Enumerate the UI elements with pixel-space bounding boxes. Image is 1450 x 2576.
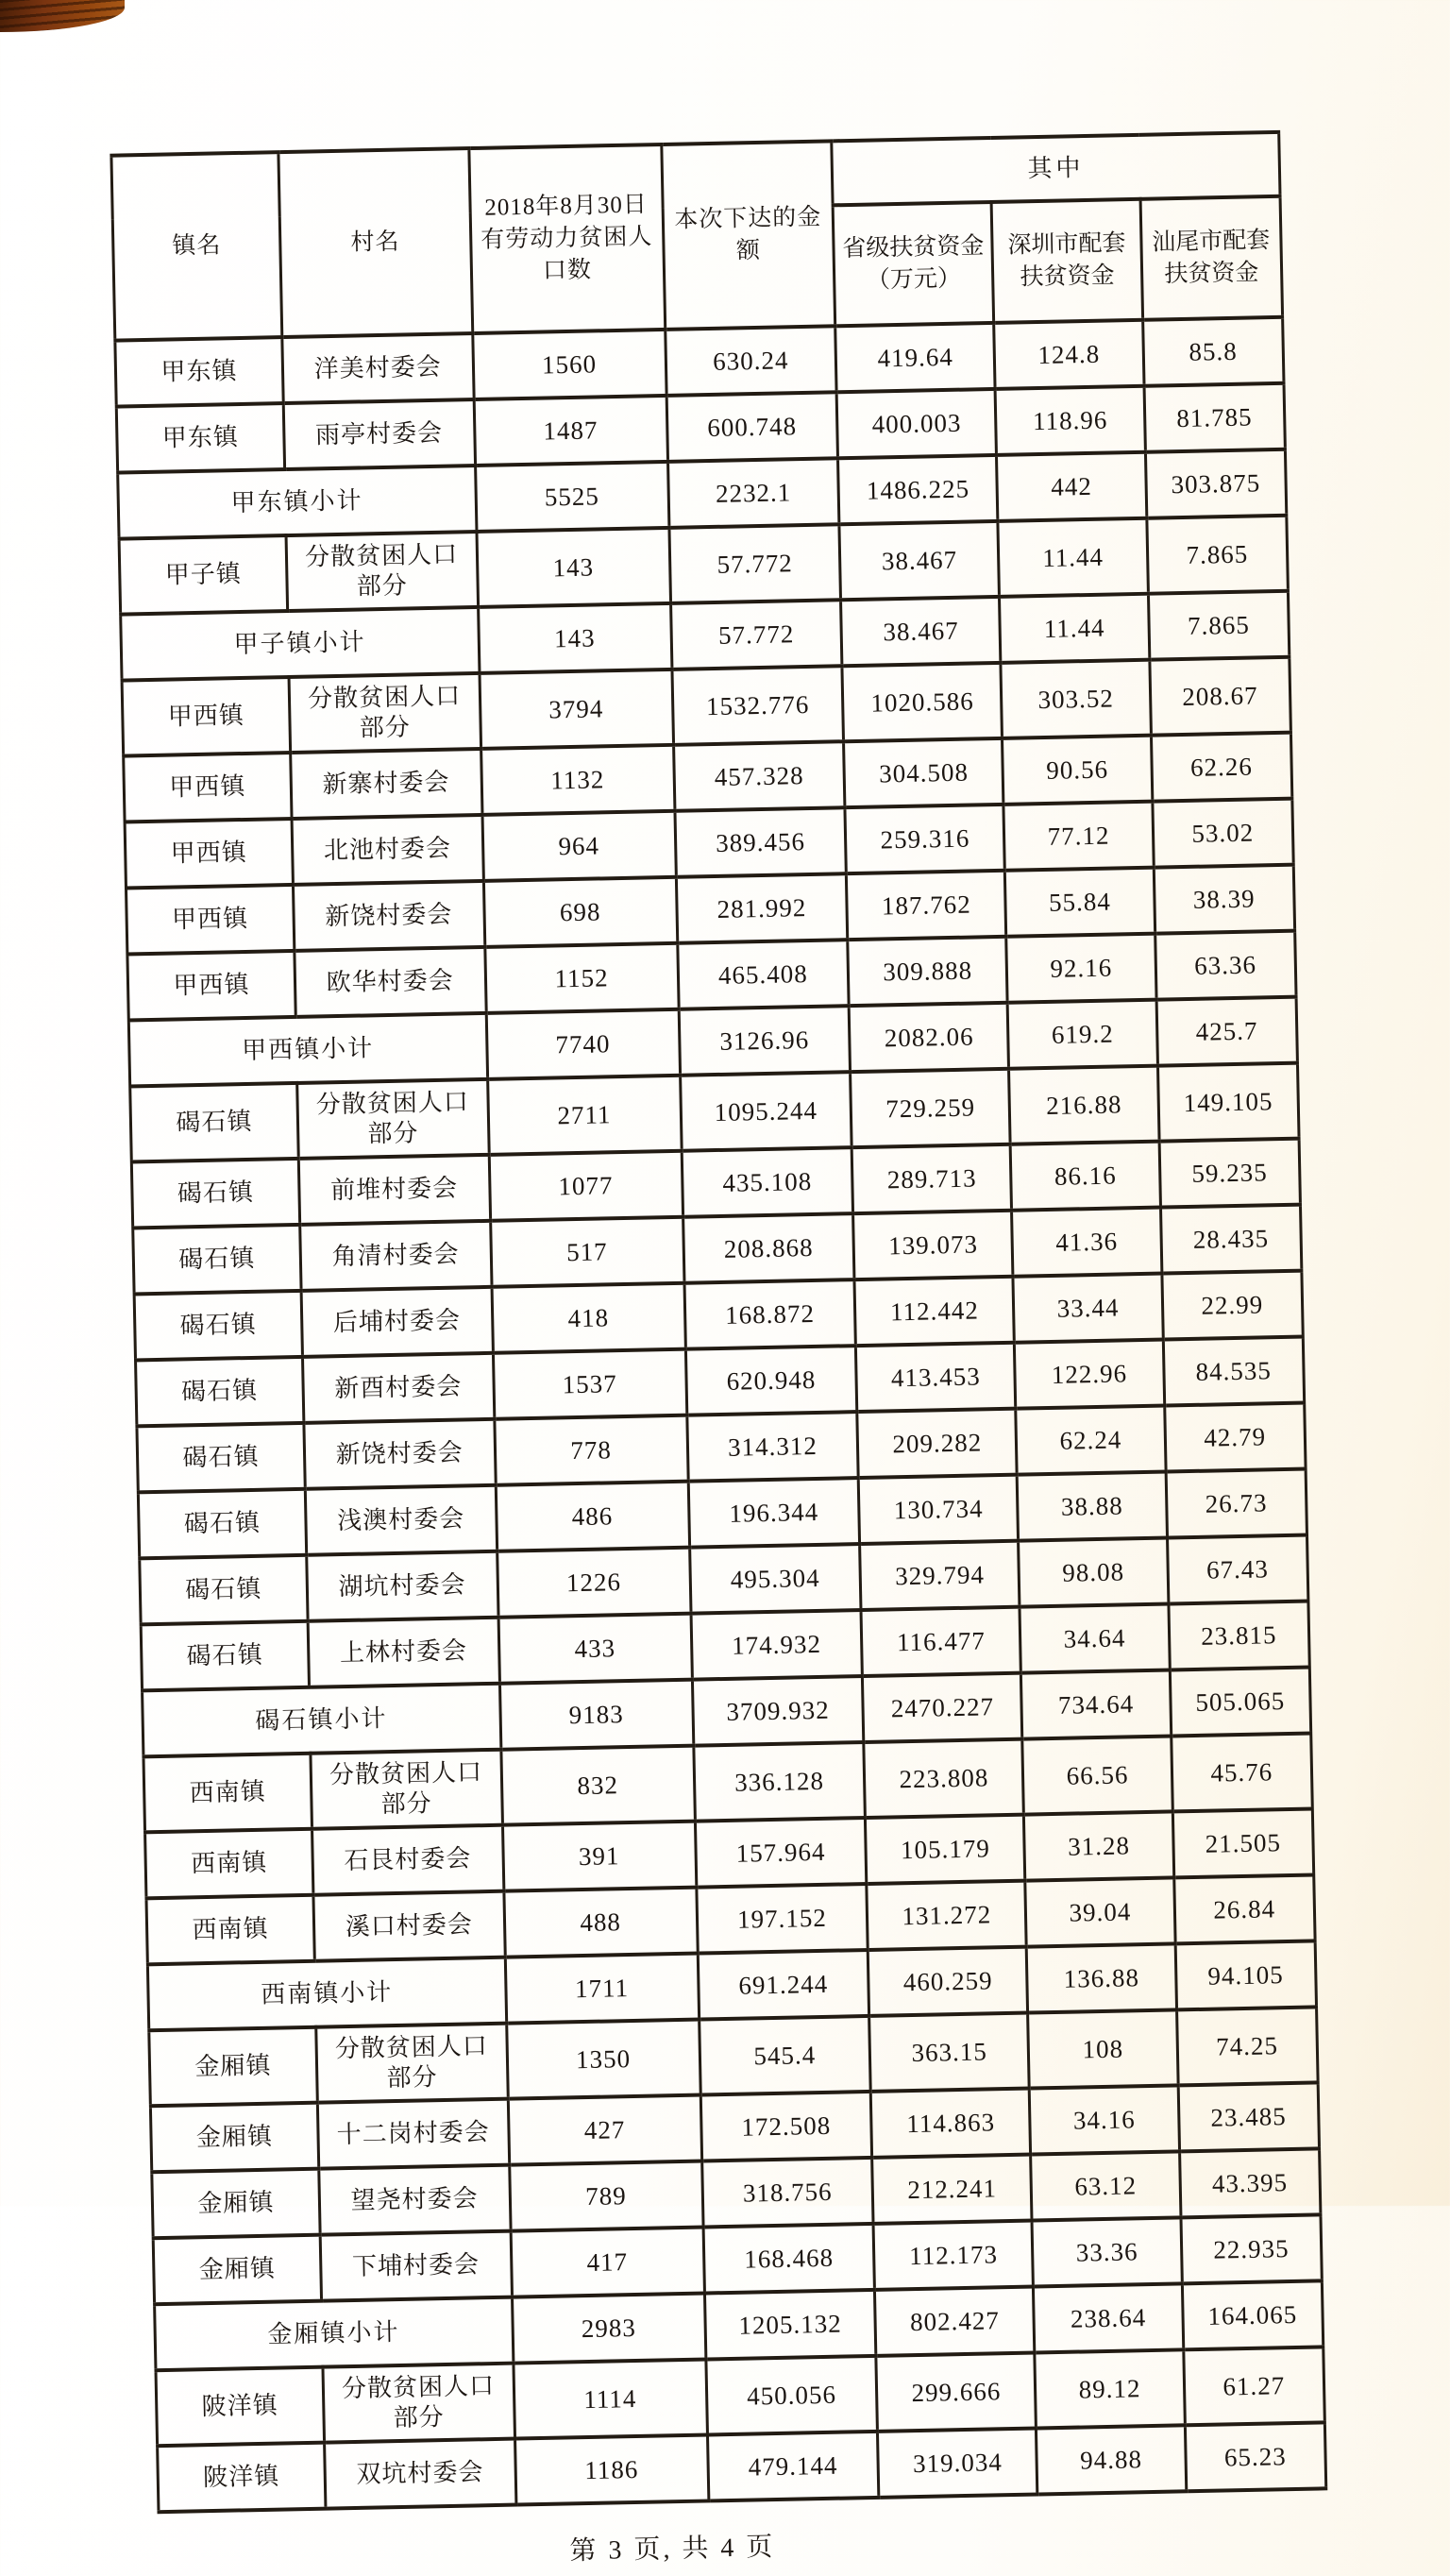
population-cell: 1711 <box>505 1954 699 2024</box>
shanwei-fund-cell: 7.865 <box>1146 516 1288 594</box>
provincial-fund-cell: 304.508 <box>844 738 1004 807</box>
shanwei-fund-cell: 303.875 <box>1145 449 1287 518</box>
population-cell: 143 <box>477 528 671 607</box>
header-provincial-fund: 省级扶贫资金（万元） <box>833 202 994 326</box>
town-cell: 西南镇 <box>145 1829 313 1899</box>
town-cell: 碣石镇 <box>136 1357 304 1427</box>
shanwei-fund-cell: 43.395 <box>1179 2148 1321 2217</box>
shenzhen-fund-cell: 90.56 <box>1003 736 1152 805</box>
provincial-fund-cell: 400.003 <box>836 389 997 458</box>
amount-cell: 318.756 <box>701 2158 873 2228</box>
population-cell: 1114 <box>513 2360 707 2439</box>
amount-cell: 3709.932 <box>692 1676 864 1746</box>
population-cell: 391 <box>502 1822 696 1891</box>
page-number-footer: 第 3 页, 共 4 页 <box>569 2533 776 2567</box>
population-cell: 517 <box>490 1217 683 1287</box>
shenzhen-fund-cell: 55.84 <box>1005 868 1155 937</box>
provincial-fund-cell: 289.713 <box>851 1144 1012 1213</box>
village-cell: 湖坑村委会 <box>307 1551 498 1621</box>
provincial-fund-cell: 309.888 <box>848 937 1008 1006</box>
population-cell: 1186 <box>514 2434 708 2504</box>
amount-cell: 3126.96 <box>679 1006 851 1076</box>
village-cell: 角清村委会 <box>300 1221 492 1291</box>
shanwei-fund-cell: 425.7 <box>1156 997 1298 1066</box>
amount-cell: 172.508 <box>700 2092 872 2161</box>
population-cell: 3794 <box>480 669 674 749</box>
provincial-fund-cell: 319.034 <box>878 2428 1038 2497</box>
population-cell: 418 <box>492 1283 685 1353</box>
shanwei-fund-cell: 149.105 <box>1157 1063 1299 1142</box>
amount-cell: 157.964 <box>695 1818 867 1888</box>
town-cell: 碣石镇 <box>134 1291 302 1361</box>
subtotal-label-cell: 金厢镇小计 <box>155 2297 514 2371</box>
amount-cell: 545.4 <box>699 2016 870 2095</box>
amount-cell: 1205.132 <box>704 2290 876 2360</box>
amount-cell: 691.244 <box>698 1950 869 2020</box>
provincial-fund-cell: 223.808 <box>864 1739 1024 1818</box>
town-cell: 碣石镇 <box>141 1621 309 1691</box>
header-village: 村名 <box>278 148 473 337</box>
amount-cell: 600.748 <box>666 392 838 462</box>
amount-cell: 196.344 <box>688 1478 860 1548</box>
shanwei-fund-cell: 84.535 <box>1163 1337 1305 1406</box>
subtotal-label-cell: 甲西镇小计 <box>128 1013 487 1087</box>
shenzhen-fund-cell: 124.8 <box>994 320 1143 389</box>
village-cell: 下埔村委会 <box>320 2231 512 2301</box>
amount-cell: 435.108 <box>682 1147 853 1217</box>
header-town: 镇名 <box>111 152 282 341</box>
shenzhen-fund-cell: 34.16 <box>1030 2085 1179 2154</box>
village-cell: 望尧村委会 <box>319 2165 511 2235</box>
town-cell: 金厢镇 <box>152 2169 320 2239</box>
provincial-fund-cell: 259.316 <box>845 805 1005 873</box>
provincial-fund-cell: 729.259 <box>851 1069 1011 1147</box>
town-cell: 金厢镇 <box>153 2235 321 2305</box>
shenzhen-fund-cell: 34.64 <box>1020 1604 1169 1673</box>
village-cell: 分散贫困人口部分 <box>297 1079 489 1159</box>
amount-cell: 1095.244 <box>680 1072 851 1151</box>
provincial-fund-cell: 131.272 <box>867 1881 1027 1950</box>
provincial-fund-cell: 419.64 <box>835 323 996 392</box>
shenzhen-fund-cell: 619.2 <box>1008 1000 1157 1069</box>
population-cell: 7740 <box>486 1009 680 1079</box>
amount-cell: 495.304 <box>689 1544 861 1614</box>
town-cell: 金厢镇 <box>149 2027 317 2107</box>
shenzhen-fund-cell: 11.44 <box>1000 594 1149 663</box>
village-cell: 溪口村委会 <box>313 1891 505 1961</box>
shenzhen-fund-cell: 94.88 <box>1037 2425 1186 2494</box>
population-cell: 1560 <box>472 330 666 399</box>
village-cell: 双坑村委会 <box>324 2439 515 2509</box>
shanwei-fund-cell: 62.26 <box>1151 733 1292 802</box>
village-cell: 分散贫困人口部分 <box>323 2364 514 2443</box>
population-cell: 488 <box>503 1888 697 1957</box>
shenzhen-fund-cell: 86.16 <box>1011 1142 1160 1211</box>
town-cell: 金厢镇 <box>150 2103 318 2173</box>
town-cell: 碣石镇 <box>131 1159 299 1229</box>
provincial-fund-cell: 802.427 <box>875 2287 1036 2356</box>
population-cell: 1350 <box>506 2020 700 2099</box>
population-cell: 1537 <box>493 1349 686 1419</box>
town-cell: 碣石镇 <box>137 1423 305 1493</box>
shanwei-fund-cell: 26.84 <box>1173 1874 1315 1943</box>
provincial-fund-cell: 38.467 <box>839 521 1000 600</box>
village-cell: 十二岗村委会 <box>317 2099 509 2169</box>
town-cell: 碣石镇 <box>130 1083 298 1162</box>
provincial-fund-cell: 139.073 <box>853 1211 1014 1280</box>
village-cell: 分散贫困人口部分 <box>286 532 478 611</box>
shenzhen-fund-cell: 108 <box>1028 2009 1178 2088</box>
shanwei-fund-cell: 208.67 <box>1149 657 1290 736</box>
amount-cell: 314.312 <box>686 1412 858 1482</box>
shanwei-fund-cell: 63.36 <box>1155 931 1296 1000</box>
amount-cell: 281.992 <box>676 873 848 943</box>
subtotal-label-cell: 甲子镇小计 <box>121 607 480 681</box>
shenzhen-fund-cell: 442 <box>997 452 1146 521</box>
shanwei-fund-cell: 21.505 <box>1172 1808 1314 1877</box>
shenzhen-fund-cell: 238.64 <box>1034 2283 1183 2352</box>
shanwei-fund-cell: 67.43 <box>1167 1535 1308 1604</box>
village-cell: 上林村委会 <box>308 1618 499 1687</box>
village-cell: 北池村委会 <box>292 815 483 885</box>
village-cell: 分散贫困人口部分 <box>311 1750 502 1829</box>
provincial-fund-cell: 38.467 <box>841 597 1002 666</box>
shenzhen-fund-cell: 77.12 <box>1003 802 1153 871</box>
town-cell: 甲西镇 <box>126 885 294 955</box>
shanwei-fund-cell: 22.99 <box>1161 1271 1303 1340</box>
population-cell: 789 <box>509 2161 702 2231</box>
population-cell: 698 <box>483 877 677 947</box>
header-shenzhen-fund: 深圳市配套扶贫资金 <box>992 199 1143 323</box>
shanwei-fund-cell: 38.39 <box>1154 865 1295 934</box>
amount-cell: 57.772 <box>669 524 841 603</box>
subtotal-label-cell: 西南镇小计 <box>147 1957 506 2031</box>
town-cell: 西南镇 <box>146 1895 314 1965</box>
population-cell: 778 <box>494 1415 687 1485</box>
shanwei-fund-cell: 81.785 <box>1144 383 1286 452</box>
population-cell: 5525 <box>475 462 668 532</box>
population-cell: 1077 <box>489 1151 683 1221</box>
shanwei-fund-cell: 85.8 <box>1142 317 1284 386</box>
town-cell: 碣石镇 <box>140 1555 308 1625</box>
population-cell: 832 <box>500 1746 695 1825</box>
shanwei-fund-cell: 7.865 <box>1148 591 1290 660</box>
shenzhen-fund-cell: 33.44 <box>1013 1274 1162 1343</box>
subtotal-label-cell: 碣石镇小计 <box>143 1684 501 1757</box>
desk-corner-artifact <box>0 0 125 32</box>
shenzhen-fund-cell: 136.88 <box>1027 1943 1176 2012</box>
poverty-fund-table <box>110 130 1327 2514</box>
table-header <box>111 132 1283 341</box>
shanwei-fund-cell: 28.435 <box>1160 1205 1302 1274</box>
provincial-fund-cell: 2082.06 <box>849 1003 1009 1072</box>
village-cell: 洋美村委会 <box>282 333 474 403</box>
population-cell: 2711 <box>487 1076 682 1155</box>
population-cell: 427 <box>508 2095 701 2165</box>
provincial-fund-cell: 299.666 <box>876 2353 1037 2432</box>
amount-cell: 620.948 <box>685 1346 857 1415</box>
population-cell: 1487 <box>474 396 667 466</box>
provincial-fund-cell: 212.241 <box>872 2155 1033 2224</box>
shenzhen-fund-cell: 38.88 <box>1018 1472 1167 1541</box>
village-cell: 分散贫困人口部分 <box>289 673 481 753</box>
town-cell: 西南镇 <box>143 1754 312 1833</box>
population-cell: 486 <box>496 1482 689 1551</box>
population-cell: 1152 <box>484 943 678 1013</box>
amount-cell: 168.872 <box>684 1280 856 1349</box>
village-cell: 新寨村委会 <box>291 749 482 819</box>
shanwei-fund-cell: 42.79 <box>1164 1403 1306 1472</box>
population-cell: 2983 <box>512 2294 705 2364</box>
shanwei-fund-cell: 45.76 <box>1171 1734 1312 1812</box>
town-cell: 陂洋镇 <box>156 2367 324 2447</box>
provincial-fund-cell: 105.179 <box>866 1815 1026 1884</box>
population-cell: 143 <box>478 603 671 673</box>
provincial-fund-cell: 116.477 <box>861 1607 1021 1676</box>
provincial-fund-cell: 187.762 <box>847 871 1007 940</box>
provincial-fund-cell: 1020.586 <box>842 663 1003 741</box>
provincial-fund-cell: 130.734 <box>858 1475 1019 1544</box>
town-cell: 甲西镇 <box>122 677 290 756</box>
provincial-fund-cell: 413.453 <box>856 1343 1017 1412</box>
shenzhen-fund-cell: 303.52 <box>1001 660 1151 738</box>
village-cell: 新饶村委会 <box>304 1419 496 1489</box>
town-cell: 甲西镇 <box>125 819 293 889</box>
town-cell: 甲东镇 <box>116 403 284 473</box>
population-cell: 433 <box>498 1614 692 1684</box>
shanwei-fund-cell: 59.235 <box>1159 1139 1301 1208</box>
provincial-fund-cell: 112.442 <box>854 1277 1015 1346</box>
town-cell: 甲东镇 <box>115 337 283 407</box>
village-cell: 新饶村委会 <box>293 881 484 951</box>
provincial-fund-cell: 112.173 <box>873 2221 1034 2290</box>
amount-cell: 450.056 <box>705 2356 877 2435</box>
header-among: 其中 <box>832 132 1280 205</box>
population-cell: 417 <box>511 2228 704 2297</box>
amount-cell: 630.24 <box>665 326 836 396</box>
population-cell: 964 <box>482 811 676 881</box>
town-cell: 碣石镇 <box>138 1489 306 1559</box>
shenzhen-fund-cell: 63.12 <box>1031 2151 1180 2220</box>
population-cell: 1226 <box>497 1548 690 1618</box>
village-cell: 后埔村委会 <box>301 1287 493 1357</box>
provincial-fund-cell: 114.863 <box>870 2089 1031 2158</box>
shenzhen-fund-cell: 33.36 <box>1032 2217 1181 2286</box>
scanned-page <box>110 130 1328 2576</box>
shenzhen-fund-cell: 122.96 <box>1015 1340 1164 1409</box>
shenzhen-fund-cell: 62.24 <box>1016 1406 1165 1475</box>
amount-cell: 197.152 <box>696 1884 868 1954</box>
village-cell: 浅澳村委会 <box>305 1485 497 1555</box>
shanwei-fund-cell: 74.25 <box>1176 2007 1318 2085</box>
town-cell: 碣石镇 <box>133 1225 301 1295</box>
shenzhen-fund-cell: 89.12 <box>1035 2349 1185 2428</box>
shanwei-fund-cell: 94.105 <box>1175 1940 1317 2009</box>
town-cell: 甲子镇 <box>119 535 287 615</box>
amount-cell: 2232.1 <box>667 458 839 528</box>
shenzhen-fund-cell: 31.28 <box>1024 1811 1173 1880</box>
amount-cell: 465.408 <box>677 940 849 1009</box>
shanwei-fund-cell: 61.27 <box>1183 2347 1324 2425</box>
provincial-fund-cell: 363.15 <box>869 2013 1030 2092</box>
amount-cell: 389.456 <box>675 807 847 877</box>
village-cell: 新酉村委会 <box>302 1353 494 1423</box>
town-cell: 甲西镇 <box>127 951 295 1021</box>
shanwei-fund-cell: 22.935 <box>1180 2214 1322 2283</box>
shanwei-fund-cell: 65.23 <box>1185 2422 1326 2491</box>
provincial-fund-cell: 209.282 <box>857 1409 1018 1478</box>
shenzhen-fund-cell: 41.36 <box>1012 1208 1161 1277</box>
village-cell: 分散贫困人口部分 <box>316 2024 508 2103</box>
shanwei-fund-cell: 23.815 <box>1168 1602 1309 1670</box>
shenzhen-fund-cell: 216.88 <box>1009 1066 1159 1144</box>
subtotal-label-cell: 甲东镇小计 <box>118 466 477 539</box>
shenzhen-fund-cell: 734.64 <box>1021 1669 1171 1738</box>
village-cell: 欧华村委会 <box>295 947 486 1017</box>
shenzhen-fund-cell: 118.96 <box>995 386 1144 455</box>
provincial-fund-cell: 1486.225 <box>838 455 999 524</box>
amount-cell: 1532.776 <box>672 666 844 745</box>
amount-cell: 168.468 <box>703 2224 875 2294</box>
amount-cell: 336.128 <box>693 1742 865 1822</box>
shenzhen-fund-cell: 66.56 <box>1022 1736 1172 1814</box>
header-shanwei-fund: 汕尾市配套扶贫资金 <box>1140 196 1283 320</box>
town-cell: 陂洋镇 <box>158 2443 326 2513</box>
amount-cell: 208.868 <box>683 1213 854 1283</box>
shenzhen-fund-cell: 11.44 <box>998 518 1148 597</box>
table-body <box>115 317 1326 2512</box>
village-cell: 石艮村委会 <box>312 1825 503 1895</box>
shanwei-fund-cell: 26.73 <box>1166 1469 1307 1538</box>
provincial-fund-cell: 329.794 <box>860 1541 1020 1610</box>
provincial-fund-cell: 2470.227 <box>863 1673 1023 1742</box>
amount-cell: 174.932 <box>691 1610 863 1680</box>
village-cell: 雨亭村委会 <box>283 399 475 469</box>
town-cell: 甲西镇 <box>124 753 292 822</box>
shanwei-fund-cell: 23.485 <box>1178 2082 1320 2151</box>
shenzhen-fund-cell: 39.04 <box>1025 1877 1174 1946</box>
amount-cell: 479.144 <box>707 2432 879 2501</box>
header-amount: 本次下达的金额 <box>661 141 835 330</box>
amount-cell: 457.328 <box>673 741 845 811</box>
header-population: 2018年8月30日有劳动力贫困人口数 <box>468 144 665 333</box>
shanwei-fund-cell: 53.02 <box>1152 799 1293 868</box>
population-cell: 1132 <box>481 745 674 815</box>
shenzhen-fund-cell: 98.08 <box>1019 1538 1168 1607</box>
provincial-fund-cell: 460.259 <box>868 1947 1028 2016</box>
population-cell: 9183 <box>499 1680 693 1750</box>
shenzhen-fund-cell: 92.16 <box>1006 934 1155 1003</box>
amount-cell: 57.772 <box>670 600 842 669</box>
shanwei-fund-cell: 505.065 <box>1170 1668 1311 1737</box>
village-cell: 前堆村委会 <box>298 1155 490 1225</box>
shanwei-fund-cell: 164.065 <box>1182 2280 1324 2349</box>
